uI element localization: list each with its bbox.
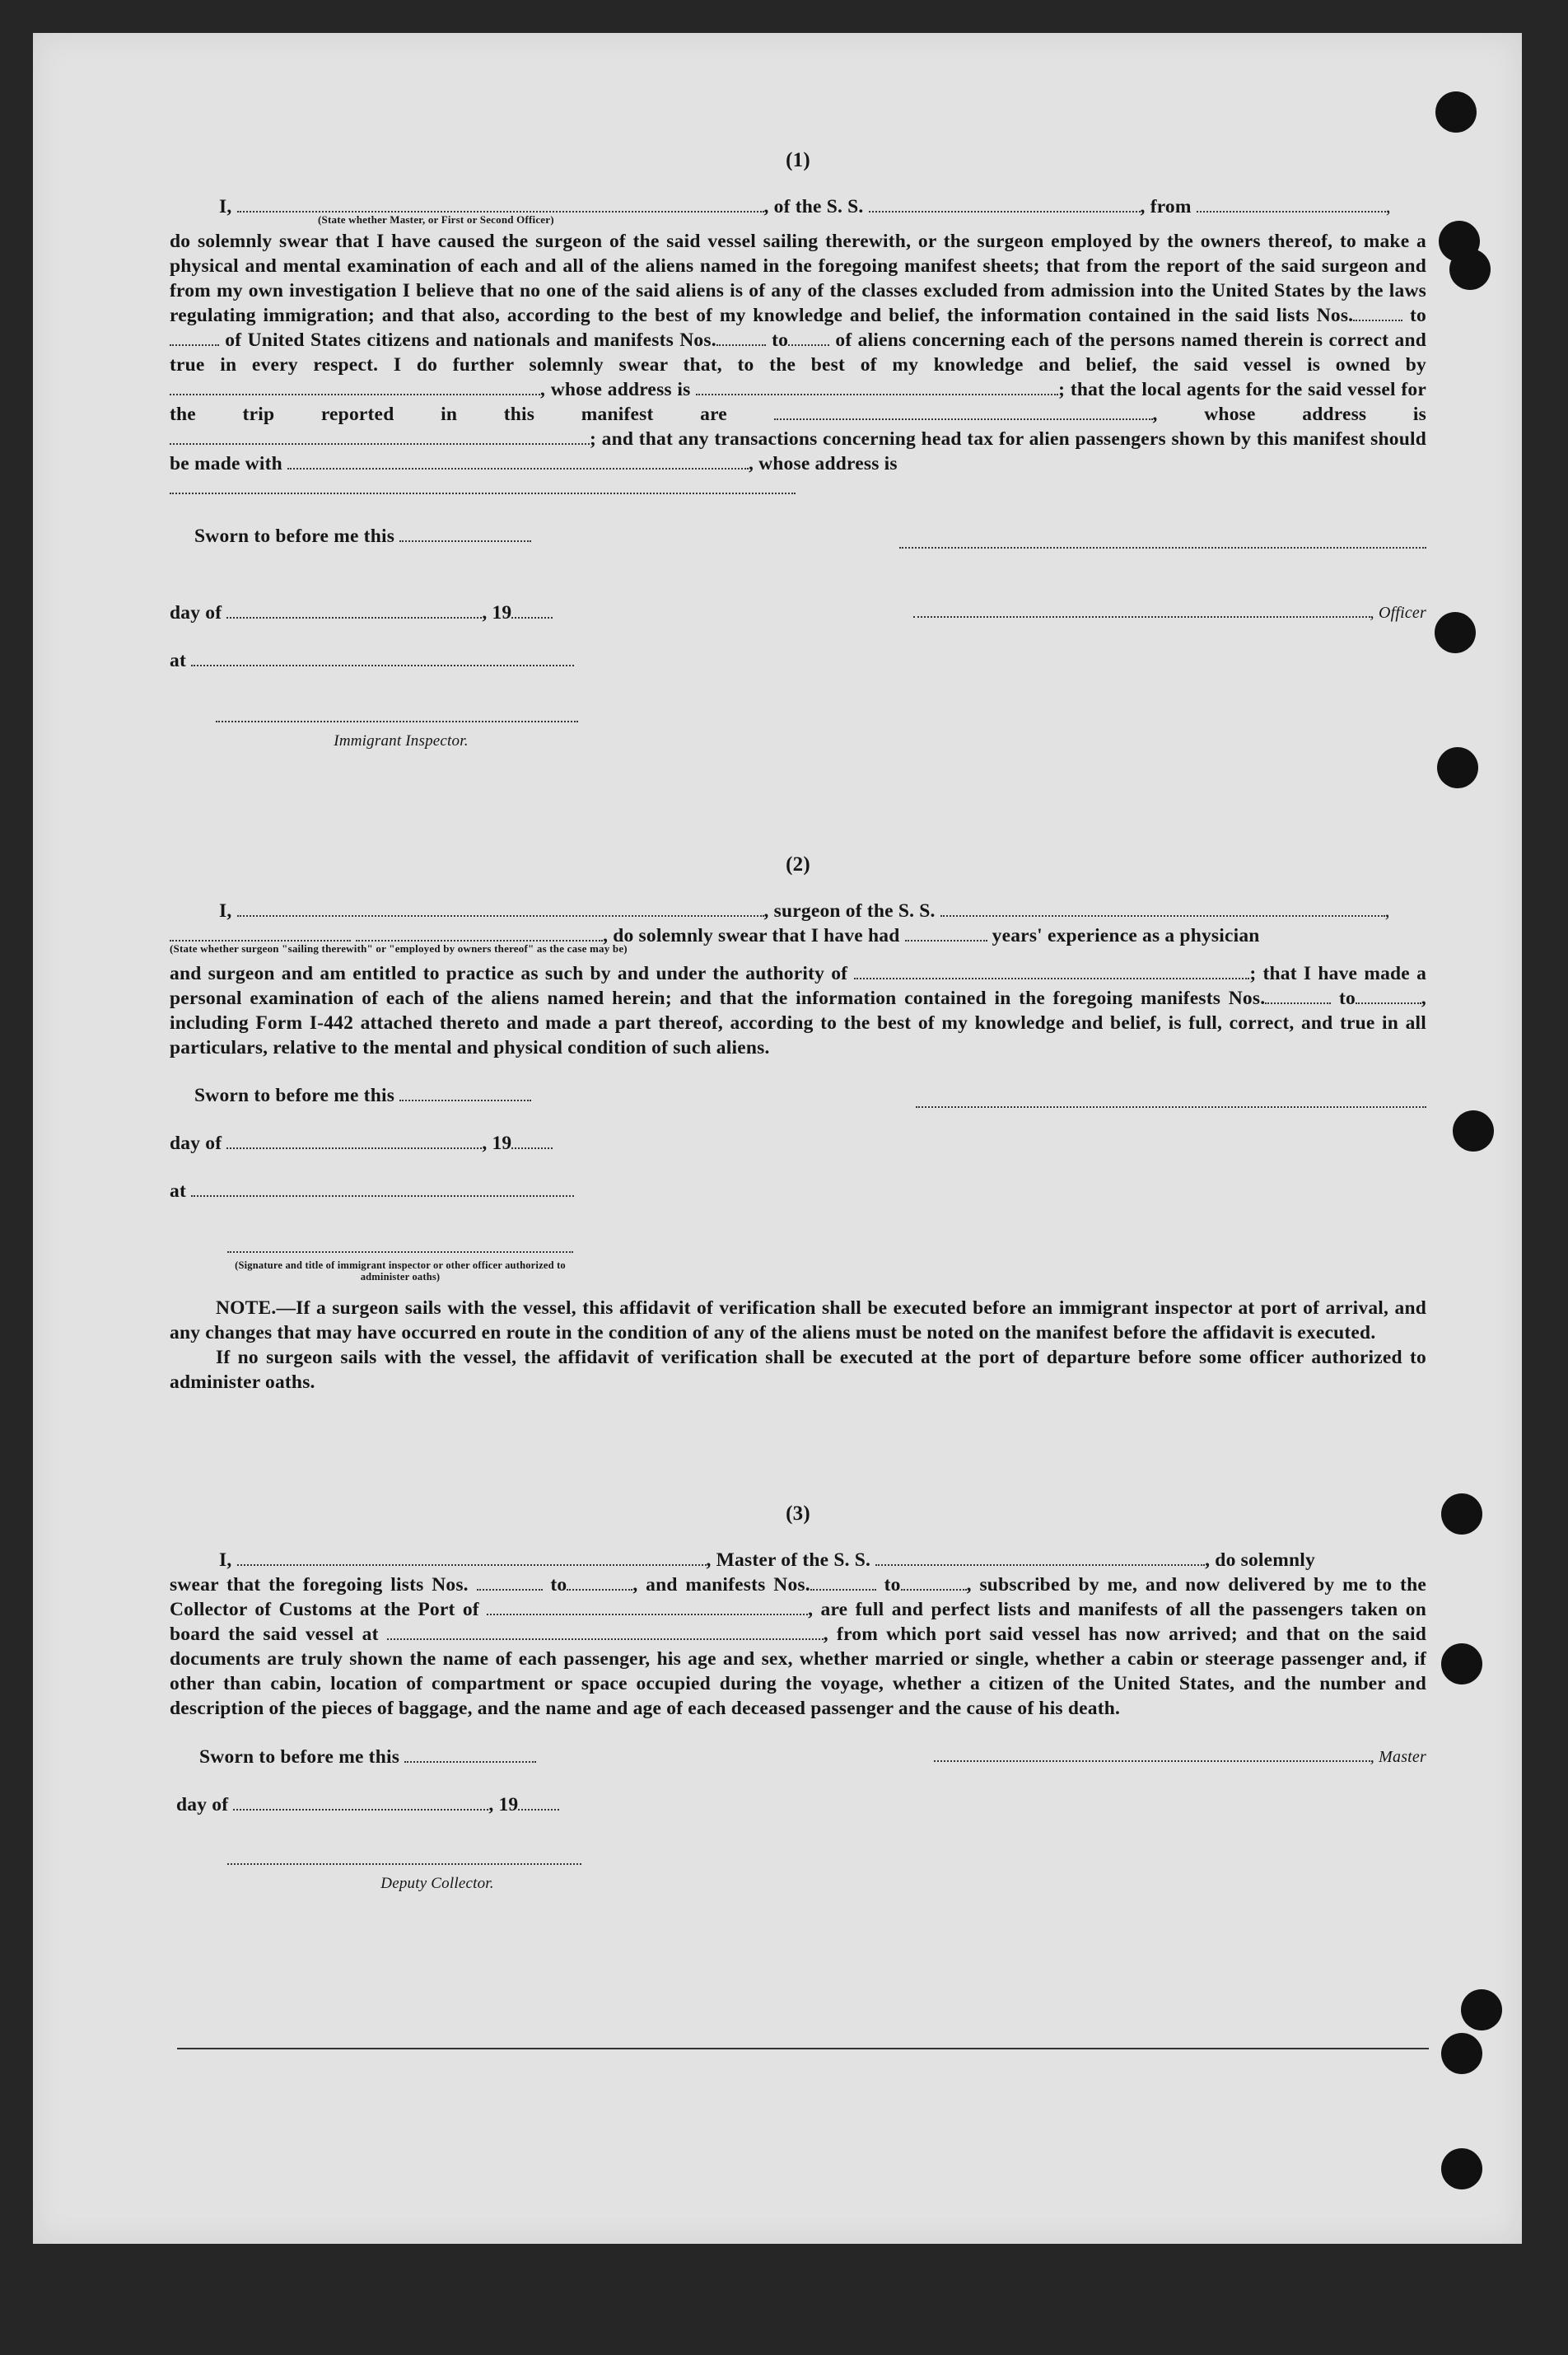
vessel-name-field[interactable]	[869, 194, 1141, 213]
month-field[interactable]	[226, 600, 482, 619]
section-3-day-row	[170, 1792, 1426, 1817]
semicolon: ;	[1058, 379, 1066, 400]
list-no-from-field[interactable]	[477, 1572, 543, 1591]
master-name-field[interactable]	[237, 1548, 707, 1566]
paragraph-text: and surgeon and am entitled to practice as such by and under the authority of	[170, 963, 848, 984]
head-tax-address-field[interactable]	[170, 476, 796, 494]
section-2-header-line	[170, 899, 1426, 923]
owner-field[interactable]	[170, 377, 540, 395]
oath-i: I,	[219, 196, 232, 217]
manifest-no-to-field[interactable]	[1356, 986, 1421, 1004]
port-field[interactable]	[487, 1597, 808, 1615]
punch-hole	[1437, 747, 1478, 788]
paragraph-text: , including Form I-442 attached thereto and made a part thereof, according to the best of my knowledge and belief, is full, correct, and true in all particulars, relative to the mental and physical condition of such aliens.	[170, 988, 1426, 1058]
sworn-date-field[interactable]	[399, 1083, 531, 1101]
comma: ,	[1384, 900, 1390, 922]
semicolon: ;	[1249, 963, 1257, 984]
punch-hole	[1441, 2148, 1482, 2189]
authority-field[interactable]	[854, 961, 1249, 979]
section-1-sworn-row	[170, 524, 1426, 549]
paragraph-text: of United States citizens and nationals and manifests Nos.	[225, 329, 716, 351]
year-prefix: , 19	[482, 1133, 512, 1154]
oath-i: I,	[219, 900, 232, 922]
comma: ,	[1152, 404, 1158, 425]
sworn-label: Sworn to before me this	[194, 1085, 395, 1106]
oath-i: I,	[219, 1549, 232, 1571]
immigrant-inspector-label: Immigrant Inspector.	[334, 732, 469, 750]
state-surgeon-note: (State whether surgeon "sailing therewith" or "employed by owners thereof" as the case may be)	[170, 942, 628, 955]
vessel-name-field[interactable]	[940, 899, 1385, 917]
surgeon-status-field-2[interactable]	[356, 923, 603, 942]
do-solemnly-label: , do solemnly	[1205, 1549, 1315, 1571]
punch-hole	[1435, 91, 1477, 133]
manifest-no-from-field[interactable]	[1265, 986, 1331, 1004]
sworn-date-field[interactable]	[404, 1745, 536, 1763]
comma: ,	[1385, 196, 1391, 217]
years-label: years' experience as a physician	[992, 925, 1260, 946]
whose-address-label: , whose address is	[540, 379, 691, 400]
month-field[interactable]	[226, 1131, 482, 1149]
section-3-number: (3)	[786, 1502, 810, 1525]
deputy-signature-line[interactable]	[227, 1863, 581, 1865]
list-no-to-field[interactable]	[170, 328, 219, 346]
manifest-no-from-field[interactable]	[716, 328, 766, 346]
punch-hole	[1453, 1110, 1494, 1152]
authorized-officer-signature-block	[170, 1235, 573, 1283]
list-no-to-field[interactable]	[567, 1572, 632, 1591]
paragraph-text: that the local agents for the said vessel for the trip reported in this manifest are	[170, 379, 1427, 425]
section-3-header-line	[170, 1548, 1426, 1572]
sworn-date-field[interactable]	[399, 524, 531, 542]
paragraph-text: of aliens concerning each of the persons named therein is correct and true in every respect. I do further solemnly swear that, to the best of my knowledge and belief, the said vessel is owned by	[170, 329, 1426, 376]
document-page	[33, 33, 1522, 2244]
paragraph-text: do solemnly swear that I have caused the surgeon of the said vessel sailing therewith, or the surgeon employed by the owners thereof, to make a physical and mental examination of each and all of the aliens named in the foregoing manifest sheets; that from the report of the said surgeon and from my own investigation I believe that no one of the said aliens is of any of the classes excluded from admission into the United States by the laws regulating immigration; and that also, according to the best of my knowledge and belief, the information contained in the said lists Nos.	[170, 231, 1426, 326]
officer-label: , Officer	[1370, 604, 1426, 622]
punch-hole	[1461, 1989, 1502, 2030]
inspector-signature-line[interactable]	[216, 721, 578, 722]
paragraph-text: , from which port said vessel has now arrived; and that on the said documents are truly shown the name of each passenger, his age and sex, whether married or single, whether a cabin or steerage passenger and, if other than cabin, location of compartment or space occupied during the voyage, whether a citizen of the United States, and the number and description of the pieces of baggage, and the name and age of each deceased passenger and the cause of his death.	[170, 1624, 1426, 1719]
note-text: If no surgeon sails with the vessel, the affidavit of verification shall be executed at the port of departure before some officer authorized to administer oaths.	[170, 1347, 1426, 1393]
sworn-label: Sworn to before me this	[194, 526, 395, 547]
section-1-at-row	[170, 648, 1426, 673]
to-label: to	[1338, 988, 1356, 1009]
section-2-paragraph	[170, 961, 1426, 1060]
paragraph-text: swear that the foregoing lists Nos.	[170, 1574, 469, 1596]
day-of-label: day of	[176, 1794, 229, 1815]
punch-hole	[1441, 1493, 1482, 1535]
at-place-field[interactable]	[191, 1179, 574, 1197]
paragraph-text: ; and that any transactions concerning head tax for alien passengers shown by this manifest should be made with	[170, 428, 1426, 474]
officer-name-field[interactable]	[237, 194, 764, 213]
surgeon-of-ss-label: , surgeon of the S. S.	[763, 900, 936, 922]
year-field[interactable]	[518, 1792, 559, 1811]
punch-hole	[1441, 2033, 1482, 2074]
year-prefix: , 19	[482, 602, 512, 624]
day-of-label: day of	[170, 1133, 222, 1154]
whose-address-label: whose address is	[1204, 404, 1426, 425]
paragraph-text: , and manifests Nos.	[632, 1574, 810, 1596]
surgeon-status-field[interactable]	[170, 923, 351, 942]
note-label: NOTE.	[216, 1297, 277, 1319]
year-field[interactable]	[511, 600, 553, 619]
section-1-paragraph	[170, 229, 1426, 501]
head-tax-contact-field[interactable]	[287, 451, 749, 470]
at-label: at	[170, 1180, 186, 1202]
at-label: at	[170, 650, 186, 671]
whose-address-label: , whose address is	[748, 453, 898, 474]
paragraph-text: that I have made a personal examination of each of the aliens named herein; and that the information contained in the foregoing manifests Nos.	[170, 963, 1427, 1009]
bottom-rule	[177, 2048, 1429, 2049]
to-label: to	[772, 329, 789, 351]
vessel-name-field[interactable]	[875, 1548, 1205, 1566]
section-1-day-row	[170, 572, 1426, 625]
year-prefix: , 19	[488, 1794, 519, 1815]
authorized-officer-signature-line[interactable]	[227, 1251, 573, 1253]
section-2-number: (2)	[786, 853, 810, 876]
master-signature-line[interactable]	[934, 1760, 1370, 1762]
list-no-from-field[interactable]	[1353, 303, 1402, 321]
from-port-field[interactable]	[1197, 194, 1386, 213]
of-ss-label: , of the S. S.	[763, 196, 864, 217]
note-paragraph-2	[170, 1345, 1426, 1395]
manifest-no-to-field[interactable]	[788, 328, 829, 346]
officer-title-line[interactable]	[913, 616, 1370, 618]
manifest-no-to-field[interactable]	[901, 1572, 967, 1591]
to-label: to	[550, 1574, 567, 1596]
day-of-label: day of	[170, 602, 222, 624]
to-label: to	[884, 1574, 901, 1596]
master-of-ss-label: , Master of the S. S.	[706, 1549, 871, 1571]
year-field[interactable]	[511, 1131, 553, 1149]
sworn-label: Sworn to before me this	[199, 1746, 400, 1768]
deputy-collector-label: Deputy Collector.	[380, 1875, 494, 1892]
section-2-sworn-row	[170, 1083, 1426, 1108]
section-3-sworn-row	[170, 1744, 1426, 1769]
agents-address-field[interactable]	[170, 427, 590, 445]
punch-hole	[1441, 1643, 1482, 1684]
manifest-no-from-field[interactable]	[810, 1572, 876, 1591]
section-3-paragraph	[170, 1572, 1426, 1721]
deputy-signature-block	[170, 1847, 581, 1896]
paragraph-text: , subscribed by me, and now delivered by me to the Collector of Customs at the Port of	[170, 1574, 1426, 1620]
form-content	[170, 148, 1426, 1896]
section-2-day-row	[170, 1131, 1426, 1156]
section-2-at-row	[170, 1179, 1426, 1203]
state-officer-note: (State whether Master, or First or Second Officer)	[318, 213, 554, 226]
punch-hole	[1449, 249, 1491, 290]
section-1-number: (1)	[786, 149, 810, 171]
owner-address-field[interactable]	[696, 377, 1058, 395]
swear-label: , do solemnly swear that I have had	[603, 925, 900, 946]
at-place-field[interactable]	[191, 648, 574, 666]
punch-hole	[1435, 612, 1476, 653]
paragraph-text: , are full and perfect lists and manifests of all the passengers taken on board the said vessel at	[170, 1599, 1426, 1645]
officer-signature-line[interactable]	[899, 547, 1426, 549]
from-label: , from	[1140, 196, 1192, 217]
to-label: to	[1410, 305, 1426, 326]
years-field[interactable]	[905, 923, 987, 942]
master-label: , Master	[1370, 1748, 1426, 1766]
surgeon-name-field[interactable]	[237, 899, 764, 917]
signature-title-note: (Signature and title of immigrant inspector or other officer authorized to administer oaths)	[235, 1259, 566, 1283]
embark-port-field[interactable]	[387, 1622, 824, 1640]
agents-field[interactable]	[774, 402, 1153, 420]
note-text: —If a surgeon sails with the vessel, this affidavit of verification shall be executed before an immigrant inspector at port of arrival, and any changes that may have occurred en route in the condition of any of the aliens must be noted on the manifest before the affidavit is executed.	[170, 1297, 1426, 1343]
month-field[interactable]	[233, 1792, 488, 1811]
surgeon-signature-line[interactable]	[916, 1106, 1426, 1108]
inspector-signature-block	[170, 704, 586, 754]
note-paragraph	[170, 1296, 1426, 1345]
